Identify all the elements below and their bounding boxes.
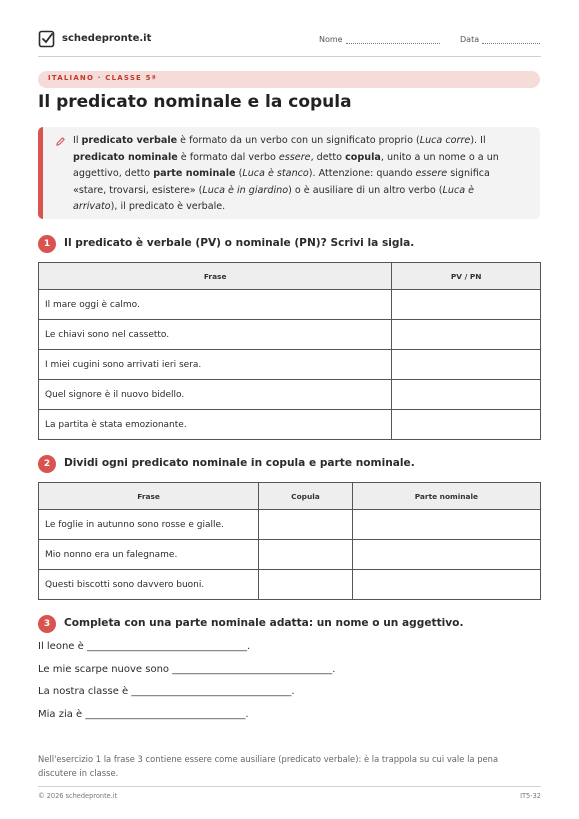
sentence-cell: Questi biscotti sono davvero buoni. <box>39 570 259 600</box>
answer-cell[interactable] <box>392 290 541 320</box>
answer-cell[interactable] <box>392 410 541 440</box>
column-header: Frase <box>39 263 392 290</box>
exercise-instruction: Completa con una parte nominale adatta: un nome o un aggettivo. <box>64 617 464 629</box>
sentence-cell: Il mare oggi è calmo. <box>39 290 392 320</box>
copyright: © 2026 schedepronte.it <box>38 792 118 800</box>
column-header: Copula <box>259 483 353 510</box>
date-label: Data <box>460 35 480 44</box>
name-label: Nome <box>319 35 343 44</box>
worksheet-code: IT5-32 <box>520 792 541 800</box>
table-row <box>39 410 541 440</box>
sentence-cell: La partita è stata emozionante. <box>39 410 392 440</box>
fill-in-line[interactable]: La nostra classe è ________________________________. <box>38 686 295 697</box>
table-row <box>39 570 541 600</box>
nominal-part-cell[interactable] <box>352 570 540 600</box>
table-row <box>39 350 541 380</box>
fill-in-line[interactable]: Le mie scarpe nuove sono ________________________________. <box>38 664 336 675</box>
column-header: Parte nominale <box>352 483 540 510</box>
page-title: Il predicato nominale e la copula <box>38 92 352 112</box>
exercise-2-table <box>38 482 541 600</box>
table-row <box>39 290 541 320</box>
sentence-cell: Quel signore è il nuovo bidello. <box>39 380 392 410</box>
nominal-part-cell[interactable] <box>352 540 540 570</box>
copula-cell[interactable] <box>259 570 353 600</box>
pencil-icon <box>55 136 66 147</box>
rule-text: Il predicato verbale è formato da un verbo con un significato proprio (Luca corre). Il predicato nominale è formato dal verbo essere, detto copula, unito a un nome o a un aggettivo, detto parte nominale (Luca è stanco). Attenzione: quando essere significa «stare, trovarsi, esistere» (Luca è in giardino) o è ausiliare di un altro verbo (Luca è arrivato), il predicato è verbale. <box>73 135 499 212</box>
column-header: PV / PN <box>392 263 541 290</box>
sentence-cell: I miei cugini sono arrivati ieri sera. <box>39 350 392 380</box>
sentence-cell: Le chiavi sono nel cassetto. <box>39 320 392 350</box>
answer-cell[interactable] <box>392 350 541 380</box>
exercise-number-badge: 1 <box>38 235 56 253</box>
teacher-note: Nell'esercizio 1 la frase 3 contiene essere come ausiliare (predicato verbale): è la trappola su cui vale la pena discutere in classe. <box>38 754 499 778</box>
page-header <box>38 28 541 57</box>
fill-in-line[interactable]: Il leone è ________________________________. <box>38 641 251 652</box>
rule-box <box>38 127 540 219</box>
column-header: Frase <box>39 483 259 510</box>
table-row <box>39 320 541 350</box>
brand-name: schedepronte.it <box>62 33 152 44</box>
checklist-icon <box>38 30 56 48</box>
subject-pill <box>38 71 540 88</box>
nominal-part-cell[interactable] <box>352 510 540 540</box>
fill-in-line[interactable]: Mia zia è ________________________________. <box>38 709 249 720</box>
subject-label: ITALIANO · CLASSE 5ª <box>48 74 157 82</box>
copula-cell[interactable] <box>259 540 353 570</box>
name-field-line[interactable] <box>346 43 440 44</box>
copula-cell[interactable] <box>259 510 353 540</box>
exercise-instruction: Dividi ogni predicato nominale in copula e parte nominale. <box>64 457 415 469</box>
table-row <box>39 540 541 570</box>
sentence-cell: Le foglie in autunno sono rosse e gialle. <box>39 510 259 540</box>
answer-cell[interactable] <box>392 320 541 350</box>
exercise-1-table <box>38 262 541 440</box>
table-row <box>39 380 541 410</box>
exercise-number-badge: 3 <box>38 615 56 633</box>
sentence-cell: Mio nonno era un falegname. <box>39 540 259 570</box>
table-row <box>39 510 541 540</box>
page-footer <box>38 786 541 800</box>
answer-cell[interactable] <box>392 380 541 410</box>
date-field-line[interactable] <box>482 43 540 44</box>
exercise-number-badge: 2 <box>38 455 56 473</box>
exercise-instruction: Il predicato è verbale (PV) o nominale (PN)? Scrivi la sigla. <box>64 237 415 249</box>
rule-box-accent <box>38 127 43 219</box>
